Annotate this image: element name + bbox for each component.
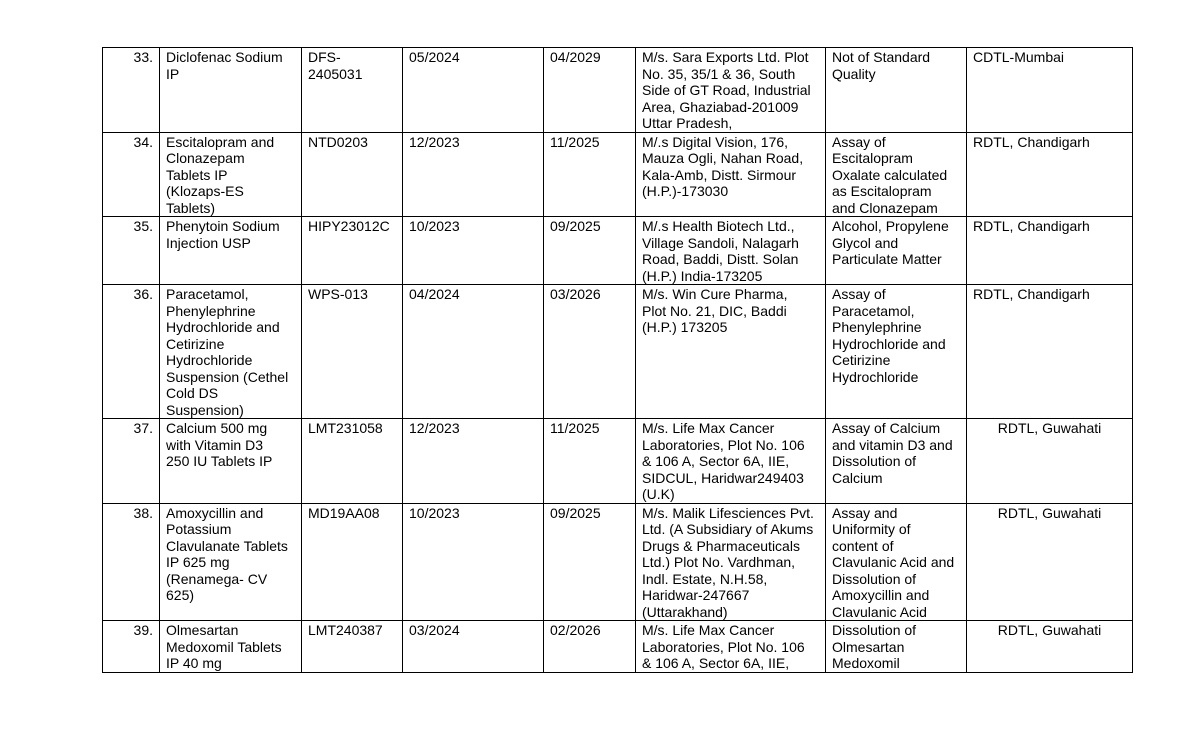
- testing-lab: RDTL, Guwahati: [967, 419, 1133, 504]
- manufacturer: M/.s Digital Vision, 176, Mauza Ogli, Nahan Road, Kala-Amb, Distt. Sirmour (H.P.)-173030: [636, 132, 826, 217]
- testing-lab: CDTL-Mumbai: [967, 48, 1133, 133]
- manufacture-date: 03/2024: [403, 621, 544, 673]
- drug-name: Escitalopram and Clonazepam Tablets IP (Klozaps-ES Tablets): [160, 132, 302, 217]
- manufacturer: M/s. Sara Exports Ltd. Plot No. 35, 35/1 & 36, South Side of GT Road, Industrial Area, Ghaziabad-201009 Uttar Pradesh,: [636, 48, 826, 133]
- expiry-date: 09/2025: [544, 503, 636, 621]
- expiry-date: 09/2025: [544, 217, 636, 285]
- batch-number: LMT240387: [302, 621, 403, 673]
- expiry-date: 03/2026: [544, 285, 636, 419]
- table-row: [103, 503, 1133, 621]
- batch-number: MD19AA08: [302, 503, 403, 621]
- testing-lab: RDTL, Chandigarh: [967, 132, 1133, 217]
- drug-name: Diclofenac Sodium IP: [160, 48, 302, 133]
- nsq-reason: Alcohol, Propylene Glycol and Particulate Matter: [826, 217, 967, 285]
- serial-number: 37.: [103, 419, 160, 504]
- serial-number: 34.: [103, 132, 160, 217]
- expiry-date: 04/2029: [544, 48, 636, 133]
- testing-lab: RDTL, Guwahati: [967, 503, 1133, 621]
- expiry-date: 11/2025: [544, 419, 636, 504]
- table-row: [103, 285, 1133, 419]
- manufacturer: M/s. Life Max Cancer Laboratories, Plot No. 106 & 106 A, Sector 6A, IIE,: [636, 621, 826, 673]
- nsq-reason: Dissolution of Olmesartan Medoxomil: [826, 621, 967, 673]
- testing-lab: RDTL, Guwahati: [967, 621, 1133, 673]
- batch-number: DFS- 2405031: [302, 48, 403, 133]
- nsq-reason: Assay of Calcium and vitamin D3 and Dissolution of Calcium: [826, 419, 967, 504]
- testing-lab: RDTL, Chandigarh: [967, 217, 1133, 285]
- serial-number: 35.: [103, 217, 160, 285]
- serial-number: 36.: [103, 285, 160, 419]
- nsq-drugs-table: [102, 47, 1133, 673]
- nsq-reason: Not of Standard Quality: [826, 48, 967, 133]
- manufacture-date: 10/2023: [403, 503, 544, 621]
- drug-name: Amoxycillin and Potassium Clavulanate Tablets IP 625 mg (Renamega- CV 625): [160, 503, 302, 621]
- expiry-date: 11/2025: [544, 132, 636, 217]
- drug-name: Calcium 500 mg with Vitamin D3 250 IU Tablets IP: [160, 419, 302, 504]
- table-row: [103, 132, 1133, 217]
- batch-number: HIPY23012C: [302, 217, 403, 285]
- serial-number: 33.: [103, 48, 160, 133]
- batch-number: LMT231058: [302, 419, 403, 504]
- manufacture-date: 10/2023: [403, 217, 544, 285]
- nsq-reason: Assay of Escitalopram Oxalate calculated as Escitalopram and Clonazepam: [826, 132, 967, 217]
- table-row: [103, 217, 1133, 285]
- manufacture-date: 12/2023: [403, 419, 544, 504]
- batch-number: WPS-013: [302, 285, 403, 419]
- drug-name: Paracetamol, Phenylephrine Hydrochloride and Cetirizine Hydrochloride Suspension (Cethel Cold DS Suspension): [160, 285, 302, 419]
- serial-number: 39.: [103, 621, 160, 673]
- manufacturer: M/s. Win Cure Pharma, Plot No. 21, DIC, Baddi (H.P.) 173205: [636, 285, 826, 419]
- drug-name: Olmesartan Medoxomil Tablets IP 40 mg: [160, 621, 302, 673]
- expiry-date: 02/2026: [544, 621, 636, 673]
- table-row: [103, 48, 1133, 133]
- testing-lab: RDTL, Chandigarh: [967, 285, 1133, 419]
- serial-number: 38.: [103, 503, 160, 621]
- batch-number: NTD0203: [302, 132, 403, 217]
- manufacture-date: 04/2024: [403, 285, 544, 419]
- table-row: [103, 419, 1133, 504]
- table-row: [103, 621, 1133, 673]
- manufacturer: M/.s Health Biotech Ltd., Village Sandoli, Nalagarh Road, Baddi, Distt. Solan (H.P.) India-173205: [636, 217, 826, 285]
- manufacture-date: 05/2024: [403, 48, 544, 133]
- manufacturer: M/s. Life Max Cancer Laboratories, Plot No. 106 & 106 A, Sector 6A, IIE, SIDCUL, Haridwar249403 (U.K): [636, 419, 826, 504]
- nsq-reason: Assay of Paracetamol, Phenylephrine Hydrochloride and Cetirizine Hydrochloride: [826, 285, 967, 419]
- drug-name: Phenytoin Sodium Injection USP: [160, 217, 302, 285]
- manufacturer: M/s. Malik Lifesciences Pvt. Ltd. (A Subsidiary of Akums Drugs & Pharmaceuticals Ltd.) Plot No. Vardhman, Indl. Estate, N.H.58, Haridwar-247667 (Uttarakhand): [636, 503, 826, 621]
- manufacture-date: 12/2023: [403, 132, 544, 217]
- nsq-reason: Assay and Uniformity of content of Clavulanic Acid and Dissolution of Amoxycillin and Clavulanic Acid: [826, 503, 967, 621]
